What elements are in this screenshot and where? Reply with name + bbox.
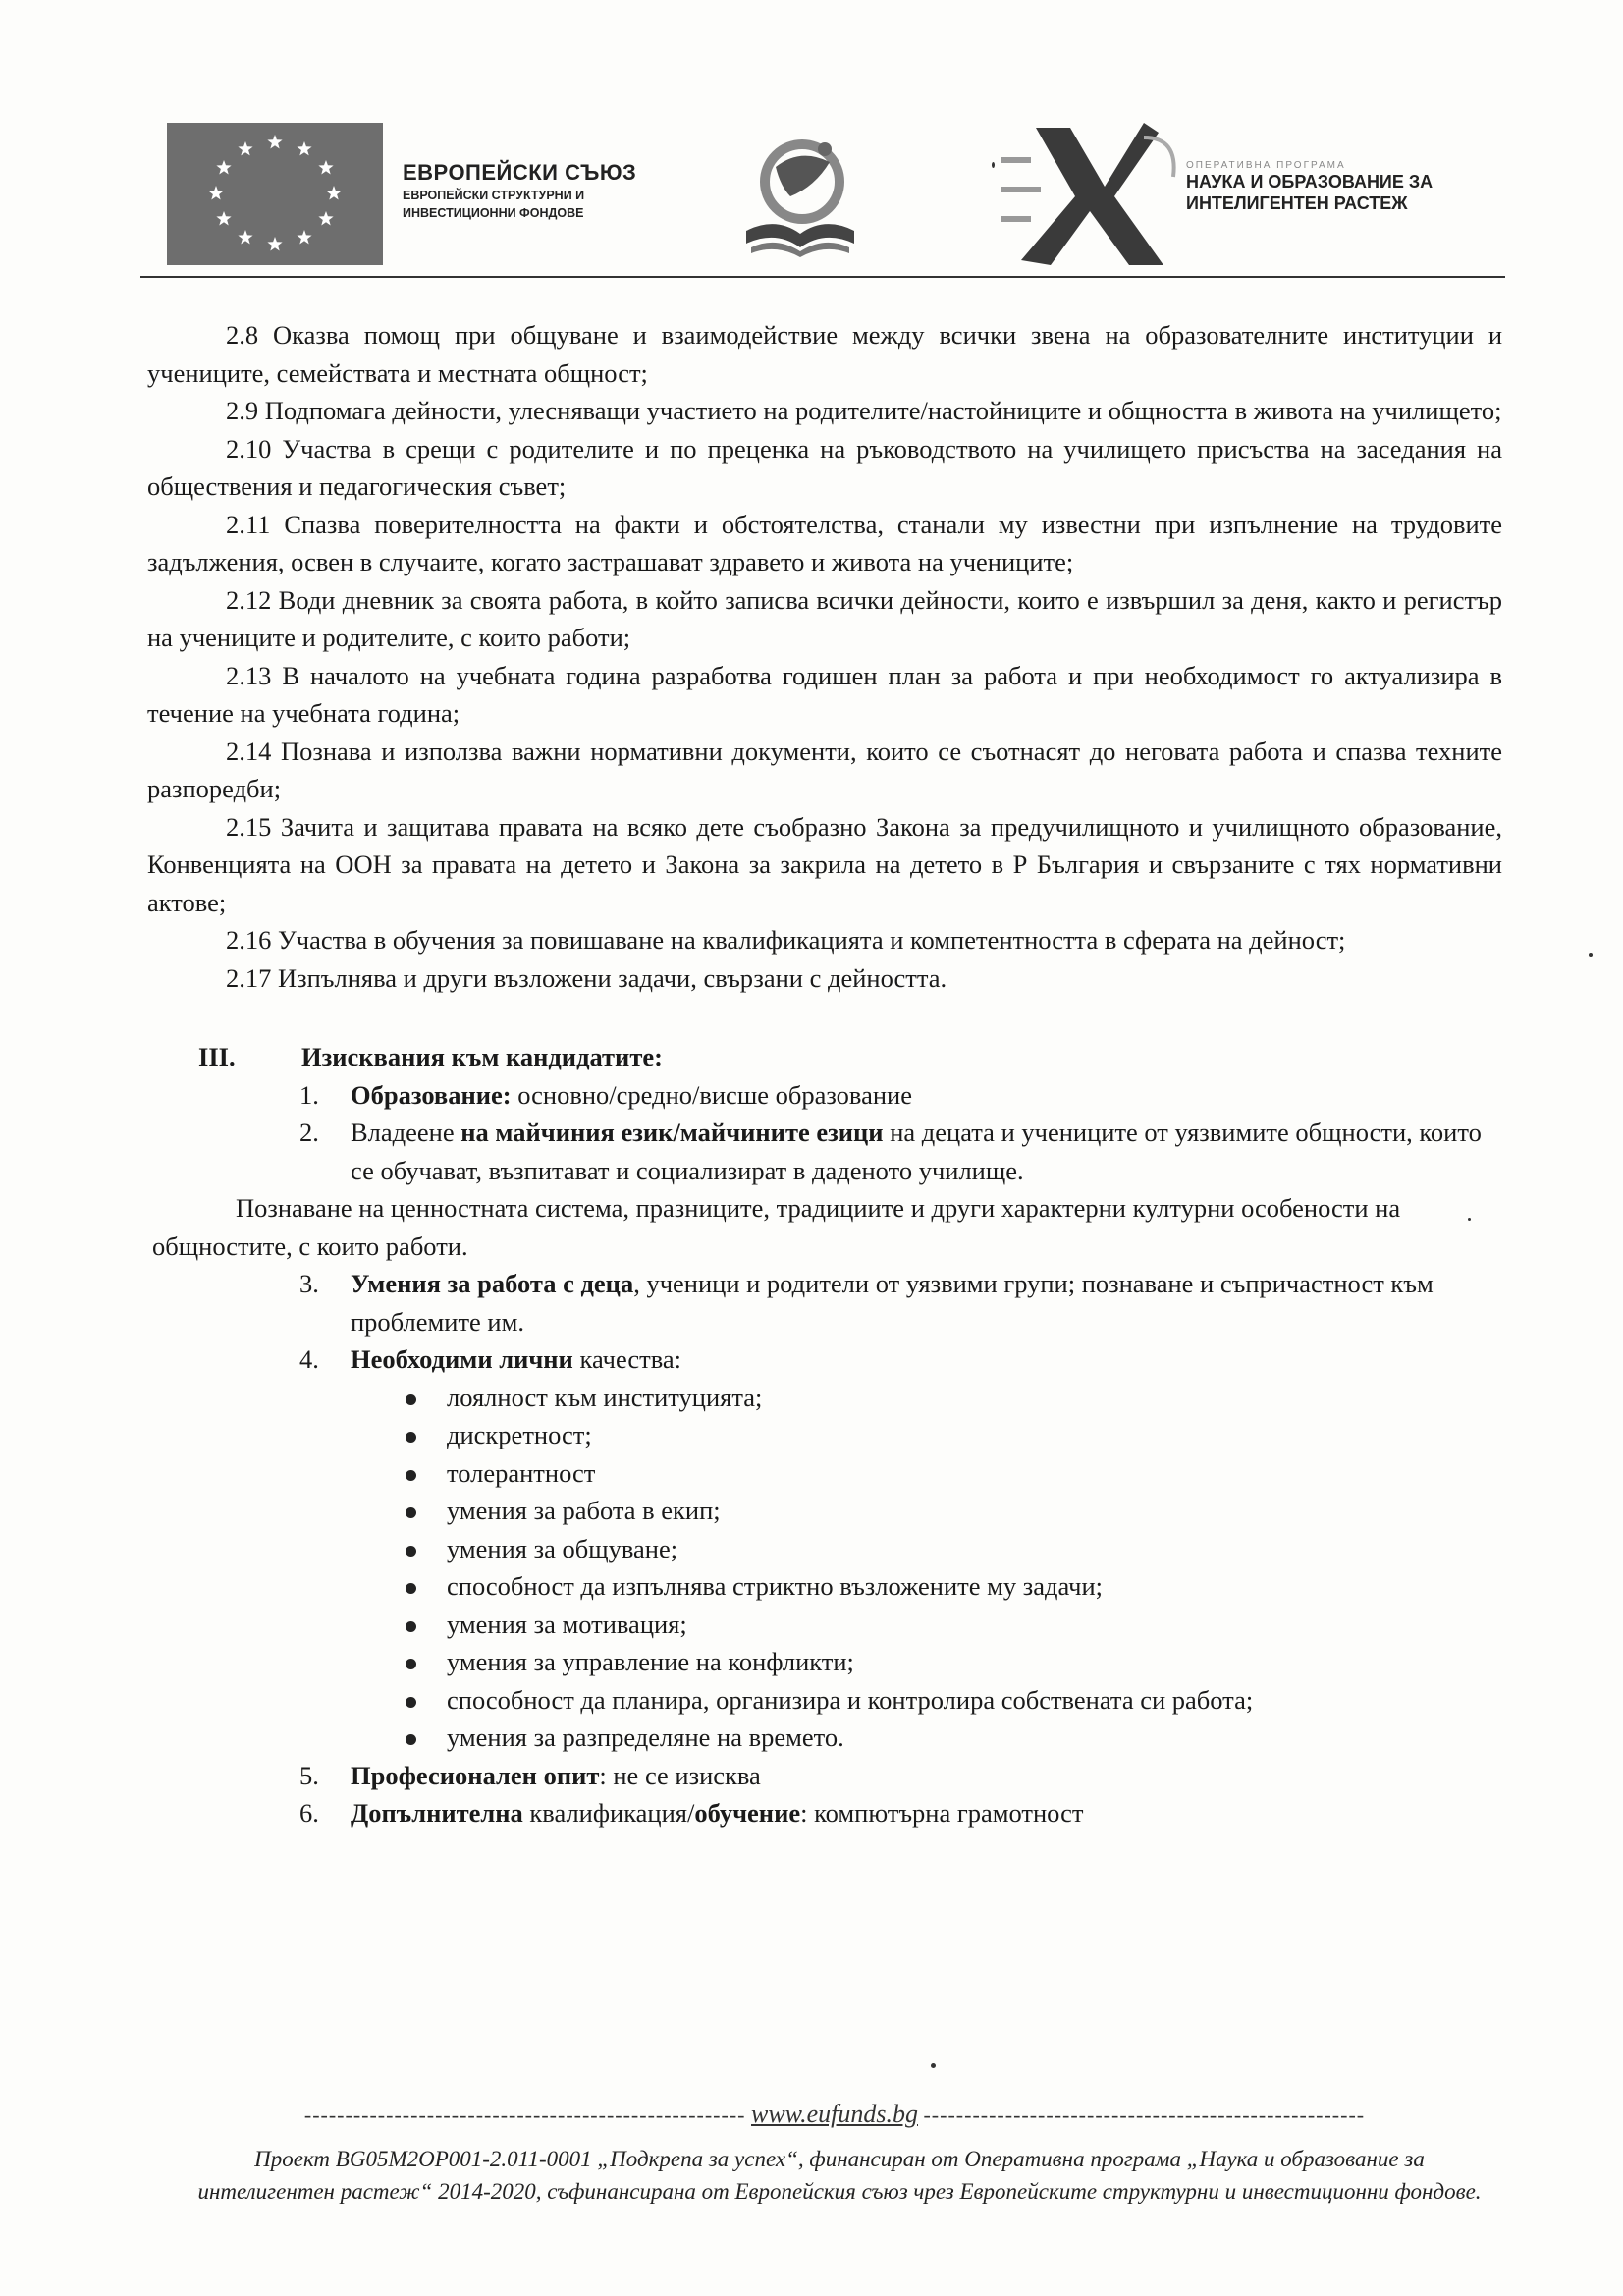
duty-paragraph: 2.11 Спазва поверителността на факти и обстоятелства, станали му известни при изпълнение на трудовите задължения, освен в случаите, когато застрашават здравето и живота на учениците;	[147, 509, 1502, 576]
header-divider	[140, 276, 1505, 278]
eu-star-icon	[216, 211, 231, 226]
quality-item: дискретност;	[398, 1416, 1502, 1454]
book-emblem-logo	[731, 128, 869, 265]
requirements-list	[147, 1076, 1502, 1190]
requirements-list-end	[147, 1757, 1502, 1832]
quality-item: умения за мотивация;	[398, 1606, 1502, 1644]
page-header	[142, 113, 1507, 270]
duty-paragraph: 2.9 Подпомага дейности, улесняващи участието на родителите/настойниците и общността в живота на училището;	[226, 396, 1502, 425]
eu-subtitle-1: ЕВРОПЕЙСКИ СТРУКТУРНИ И	[403, 189, 585, 202]
bullet-icon	[398, 1530, 447, 1568]
document-body	[147, 316, 1502, 1832]
eu-star-icon	[208, 186, 223, 200]
eu-title: ЕВРОПЕЙСКИ СЪЮЗ	[403, 160, 637, 185]
bullet-icon	[398, 1606, 447, 1644]
duty-paragraph: 2.13 В началото на учебната година разработва годишен план за работа и при необходимост го актуализира в течение на учебната година;	[147, 660, 1503, 728]
op-title-line-1: НАУКА И ОБРАЗОВАНИЕ ЗА	[1186, 172, 1434, 191]
duty-paragraph: 2.12 Води дневник за своята работа, в който записва всички дейности, които е извършил за деня, както и регистър на учениците и родителите, с които работи;	[147, 584, 1502, 652]
quality-item: умения за работа в екип;	[398, 1492, 1502, 1530]
requirement-item: 4. Необходими лични качества:	[299, 1344, 682, 1374]
eufunds-link[interactable]: www.eufunds.bg	[751, 2100, 918, 2128]
eu-subtitle-2: ИНВЕСТИЦИОННИ ФОНДОВЕ	[403, 206, 584, 220]
duty-paragraph: 2.16 Участва в обучения за повишаване на квалификацията и компетентността в сферата на дейност;	[226, 925, 1346, 955]
bullet-icon	[398, 1643, 447, 1681]
bullet-icon	[398, 1567, 447, 1606]
personal-qualities-list	[147, 1379, 1502, 1757]
duty-paragraph: 2.15 Зачита и защитава правата на всяко дете съобразно Закона за предучилищното и училищното образование, Конвенцията на ООН за правата на детето и Закона за закрила на детето в Р България и свързаните с тях нормативни актове;	[147, 811, 1502, 917]
eu-star-icon	[238, 141, 252, 155]
op-title-line-2: ИНТЕЛИГЕНТЕН РАСТЕЖ	[1186, 193, 1408, 213]
project-footnote: Проект BG05M2OP001-2.011-0001 „Подкрепа за успех“, финансиран от Оперативна програма „Наука и образование за интелигентен растеж“ 2014-2020, съфинансирана от Европейския съюз чрез Европейските структурни и инвестиционни фондове.	[197, 2147, 1482, 2204]
eu-star-icon	[326, 186, 341, 200]
bullet-icon	[398, 1454, 447, 1493]
requirement-item: 6. Допълнителна квалификация/обучение: компютърна грамотност	[299, 1798, 1084, 1828]
op-small-title: ОПЕРАТИВНА ПРОГРАМА	[1186, 160, 1346, 171]
quality-item: умения за общуване;	[398, 1530, 1502, 1568]
eu-star-icon	[297, 230, 311, 245]
duties-list	[147, 316, 1502, 997]
requirement-item: 1. Образование: основно/средно/висше образование	[299, 1079, 912, 1110]
footer-link-line: ------------------------------------------------------ www.eufunds.bg ------------------------------------------------------	[303, 2100, 1366, 2128]
duty-paragraph: 2.8 Оказва помощ при общуване и взаимодействие между всички звена на образователните институции и учениците, семействата и местната общност;	[147, 320, 1503, 388]
bullet-icon	[398, 1681, 447, 1720]
duty-paragraph: 2.10 Участва в срещи с родителите и по преценка на ръководството на училището присъства на заседания на обществения и педагогическия съвет;	[147, 433, 1503, 501]
eu-star-icon	[216, 160, 231, 175]
bullet-icon	[398, 1379, 447, 1417]
duty-paragraph: 2.14 Познава и използва важни нормативни документи, които се съотнасят до неговата работа и спазва техните разпоредби;	[147, 736, 1502, 803]
eu-star-icon	[318, 160, 333, 175]
section-number: III.	[198, 1042, 236, 1071]
bullet-icon	[398, 1492, 447, 1530]
bullet-icon	[398, 1719, 447, 1757]
culture-note: Познаване на ценностната система, празниците, традициите и други характерни културни особености на общностите, с които работи.	[152, 1193, 1401, 1261]
scan-speck	[1468, 1218, 1471, 1221]
eu-star-icon	[297, 141, 311, 155]
eu-star-icon	[318, 211, 333, 226]
section-title: Изисквания към кандидатите:	[301, 1042, 663, 1071]
requirement-item: 3. Умения за работа с деца, ученици и родители от уязвими групи; познаване и съпричастност към проблемите им.	[299, 1269, 1434, 1337]
eu-star-icon	[267, 135, 282, 149]
requirement-item: 5. Професионален опит: не се изисква	[299, 1760, 761, 1790]
quality-item: способност да изпълнява стриктно възложените му задачи;	[398, 1567, 1502, 1606]
bullet-icon	[398, 1416, 447, 1454]
eu-flag-logo	[167, 123, 383, 265]
quality-item: умения за разпределяне на времето.	[398, 1719, 1502, 1757]
eu-star-icon	[267, 237, 282, 251]
quality-item: толерантност	[398, 1454, 1502, 1493]
eu-logo-text	[403, 160, 636, 221]
scan-speck	[992, 162, 995, 168]
op-logo-text	[1186, 160, 1433, 214]
quality-item: способност да планира, организира и контролира собствената си работа;	[398, 1681, 1502, 1720]
quality-item: лоялност към институцията;	[398, 1379, 1502, 1417]
duty-paragraph: 2.17 Изпълнява и други възложени задачи, свързани с дейността.	[226, 962, 947, 993]
requirement-item: 2. Владеене на майчиния език/майчините езици на децата и учениците от уязвимите общности, които се обучават, възпитават и социализират в даденото училище.	[299, 1118, 1482, 1185]
eu-star-icon	[238, 230, 252, 245]
quality-item: умения за управление на конфликти;	[398, 1643, 1502, 1681]
section-3-heading	[147, 1038, 1502, 1076]
scan-speck	[931, 2063, 936, 2068]
requirements-list-cont	[147, 1265, 1502, 1379]
scan-speck	[1589, 953, 1593, 957]
